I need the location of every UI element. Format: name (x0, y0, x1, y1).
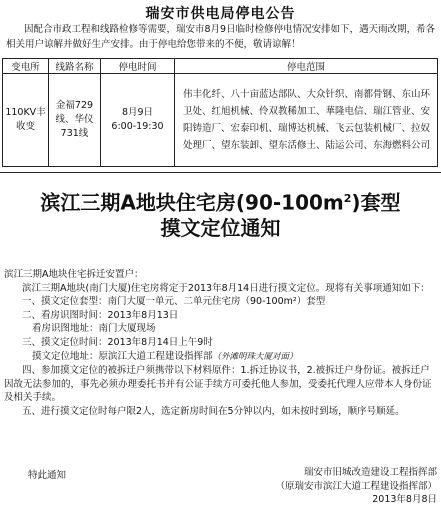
item-3-address (4, 350, 437, 365)
time-cell (101, 74, 175, 167)
signature-org: 瑞安市旧城改造建设工程指挥部 (303, 467, 437, 478)
signature-org-former: （原瑞安市滨江大道工程建设指挥部） (275, 480, 437, 492)
item-5: 五、进行摸文定位时每户限2人，选定新房时间在5分钟以内，如未按时到场，顺序号顺延。 (22, 405, 405, 417)
table-header-cell: 变电所 (3, 59, 49, 74)
scope-cell: 伟丰化纤、八十亩蓝达部队、大众针织、南都骨钢、东山环卫处、红旭机械、伶双教稀加工、華隆电信、瑞江管业、安阳铸造厂、宏泰印机、瑞博达机械、飞云包装机械厂、拉奴处理厂、望东装卸、望东活修土、陆运公司、东海燃料公司 (175, 74, 438, 167)
salutation: 滨江三期A地块住宅拆迁安置户： (4, 269, 144, 280)
outage-notice (0, 0, 441, 170)
table-row (3, 74, 438, 167)
signature-date: 2013年8月8日 (372, 494, 437, 506)
table-header-cell: 停电时间 (101, 59, 175, 74)
relocation-body (4, 268, 437, 419)
lines-cell: 金福729线、华仪731线 (49, 74, 101, 167)
address-text: 摸文定位地址：原滨江大道工程建设指挥部 (32, 350, 213, 362)
item-2-address: 看房识图地址：南门大厦现场 (32, 323, 156, 335)
section-divider (0, 172, 441, 173)
item-3: 三、摸文定位时间：2013年8月14日上午9时 (22, 336, 213, 348)
item-2: 二、看房识图时间：2013年8月13日 (22, 309, 179, 321)
closing-text: 特此通知 (28, 470, 67, 481)
table-header-cell: 停电范围 (175, 59, 438, 74)
title-text-end: )套型 (351, 190, 401, 215)
table-header-cell: 线路名称 (49, 59, 101, 74)
relocation-title-line1 (0, 186, 441, 216)
signature-block (237, 466, 437, 507)
table-header-row (3, 59, 438, 74)
title-text: 滨江三期A地块住宅房(90-100m (40, 190, 344, 215)
item-4: 四、参加摸文定位的被拆迁户须携带以下材料原件：1.拆迁协议书，2.被拆迁户身份证。被拆迁户因故无法参加的，事先必须办理委托书并有公证手续方可委托他人参加，受委托代理人应带本人身份证及相关手续。 (4, 365, 432, 404)
outage-notice-title: 瑞安市供电局停电公告 (145, 6, 296, 22)
relocation-title-line2: 摸文定位通知 (160, 216, 281, 240)
substation-cell: 110KV丰收变 (3, 74, 49, 167)
outage-date: 8月9日 (121, 107, 154, 118)
outage-notice-intro: 因配合市政工程和线路检修等需要，瑞安市8月9日临时检修停电情况安排如下，遇天雨改期，希各相关用户谅解并做好生产安排。由于停电给您带来的不便，敬请谅解！ (6, 24, 436, 50)
outage-time: 6:00-19:30 (111, 121, 164, 132)
intro-paragraph: 滨江三期A地块(南门大厦)住宅房将定于2013年8月14日进行摸文定位。现将有关事项通知如下： (22, 282, 430, 294)
outage-table (2, 58, 438, 167)
title-superscript: 2 (343, 192, 352, 205)
item-1: 一、摸文定位套型：南门大厦一单元、二单元住宅房（90-100m²）套型 (22, 296, 326, 308)
handwritten-note: （外滩明珠大厦对面） (212, 351, 298, 362)
